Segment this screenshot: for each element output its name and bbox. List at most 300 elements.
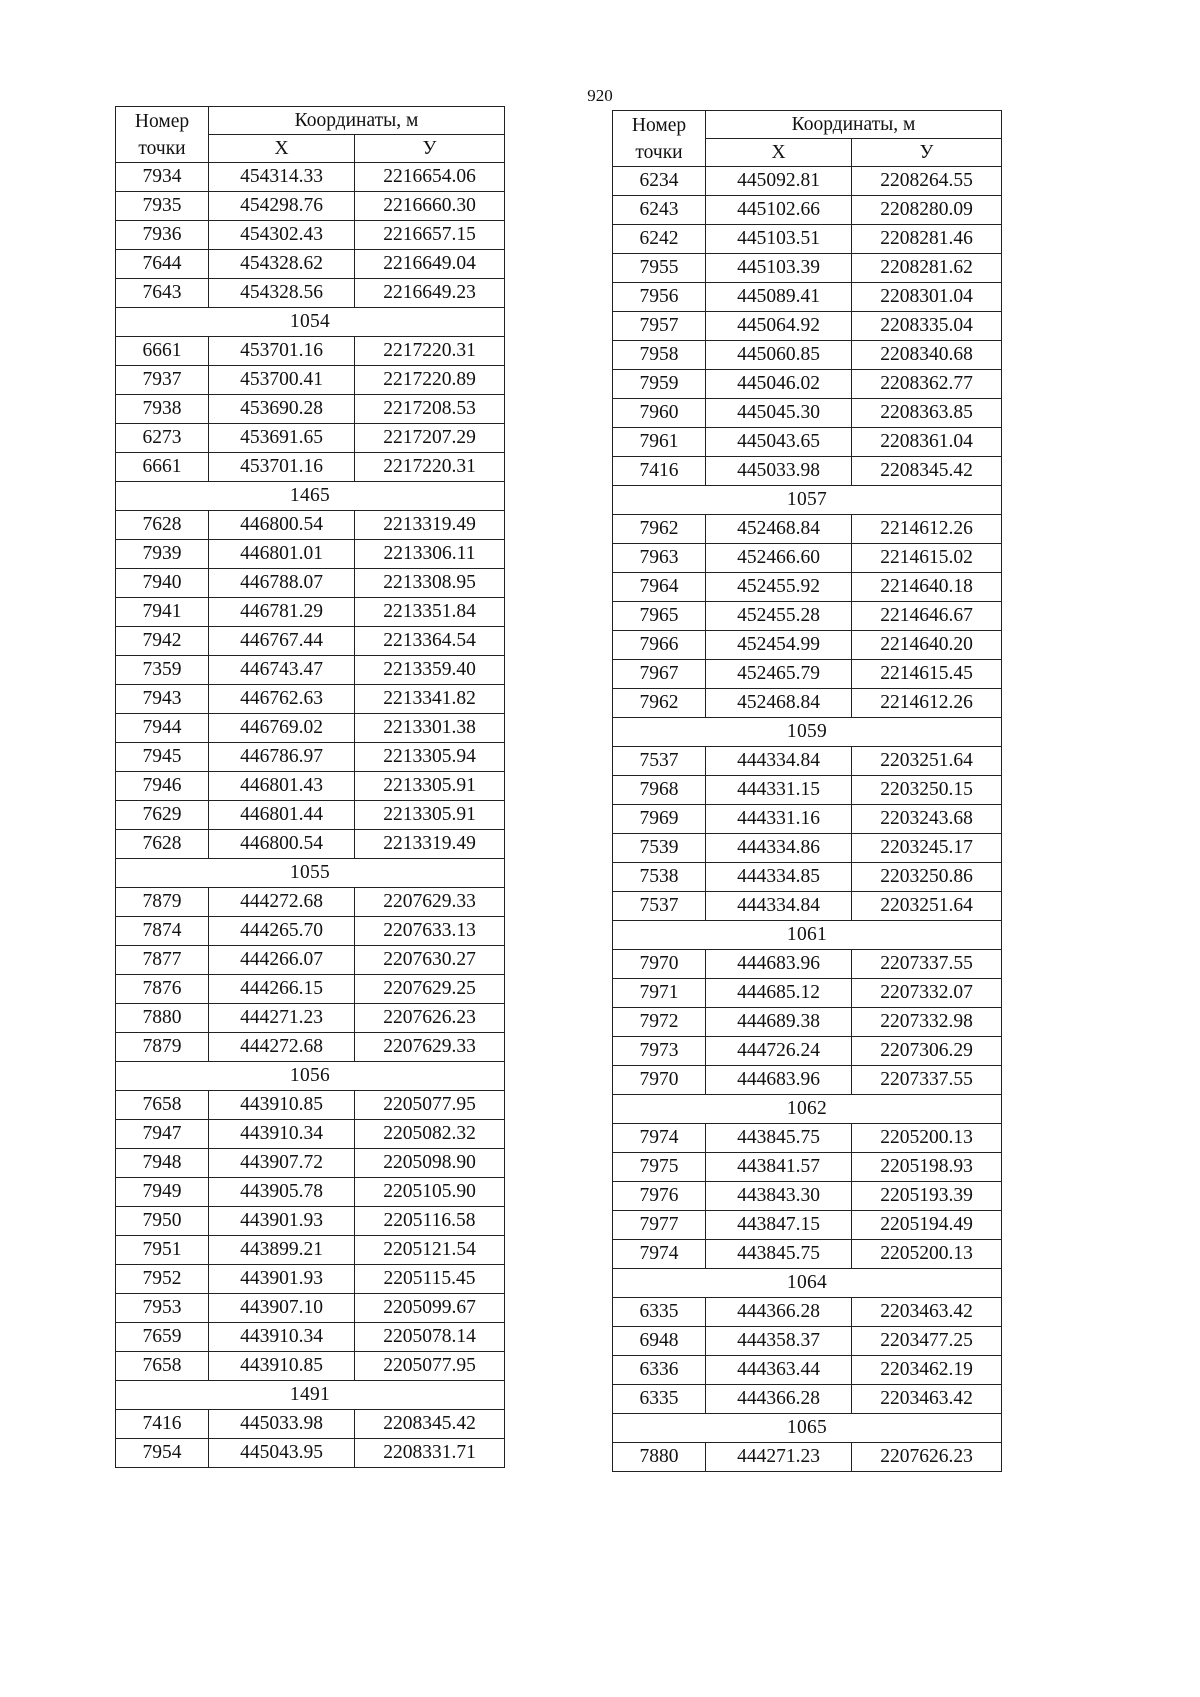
table-body [613, 167, 1002, 1472]
x-coordinate-cell: 443901.93 [209, 1265, 355, 1294]
point-number-cell: 7880 [116, 1004, 209, 1033]
section-row [613, 1269, 1002, 1298]
point-number-cell: 7628 [116, 830, 209, 859]
table-row [613, 1211, 1002, 1240]
x-coordinate-cell: 454314.33 [209, 163, 355, 192]
table-body [116, 163, 505, 1468]
x-coordinate-cell: 446801.01 [209, 540, 355, 569]
point-number-cell: 7943 [116, 685, 209, 714]
point-number-cell: 6335 [613, 1298, 706, 1327]
point-number-cell: 7970 [613, 950, 706, 979]
y-coordinate-cell: 2214612.26 [852, 515, 1002, 544]
table-row [116, 366, 505, 395]
y-coordinate-cell: 2214612.26 [852, 689, 1002, 718]
point-number-cell: 7969 [613, 805, 706, 834]
y-coordinate-cell: 2213305.91 [355, 801, 505, 830]
point-number-cell: 6661 [116, 453, 209, 482]
table-row [116, 946, 505, 975]
x-coordinate-cell: 443910.34 [209, 1120, 355, 1149]
y-coordinate-cell: 2217207.29 [355, 424, 505, 453]
point-number-cell: 7876 [116, 975, 209, 1004]
x-coordinate-cell: 454328.56 [209, 279, 355, 308]
table-row [613, 689, 1002, 718]
table-row [613, 805, 1002, 834]
x-coordinate-cell: 444272.68 [209, 888, 355, 917]
y-coordinate-cell: 2216657.15 [355, 221, 505, 250]
table-row [613, 225, 1002, 254]
table-row [116, 1410, 505, 1439]
y-coordinate-cell: 2207332.98 [852, 1008, 1002, 1037]
x-coordinate-cell: 444366.28 [706, 1298, 852, 1327]
x-coordinate-cell: 446800.54 [209, 830, 355, 859]
y-coordinate-cell: 2208281.46 [852, 225, 1002, 254]
x-coordinate-cell: 445092.81 [706, 167, 852, 196]
point-number-cell: 7628 [116, 511, 209, 540]
point-number-cell: 7950 [116, 1207, 209, 1236]
y-coordinate-cell: 2208361.04 [852, 428, 1002, 457]
table-row [116, 627, 505, 656]
x-coordinate-cell: 452466.60 [706, 544, 852, 573]
x-coordinate-cell: 446767.44 [209, 627, 355, 656]
point-number-cell: 7944 [116, 714, 209, 743]
point-number-cell: 7629 [116, 801, 209, 830]
point-number-cell: 7644 [116, 250, 209, 279]
x-coordinate-cell: 444726.24 [706, 1037, 852, 1066]
point-number-cell: 7962 [613, 515, 706, 544]
table-row [613, 1008, 1002, 1037]
point-number-cell: 7971 [613, 979, 706, 1008]
x-coordinate-cell: 453701.16 [209, 337, 355, 366]
x-coordinate-cell: 445043.65 [706, 428, 852, 457]
section-row [613, 1414, 1002, 1443]
point-number-cell: 6335 [613, 1385, 706, 1414]
x-coordinate-cell: 454298.76 [209, 192, 355, 221]
y-coordinate-cell: 2205105.90 [355, 1178, 505, 1207]
point-number-cell: 6661 [116, 337, 209, 366]
point-number-cell: 7940 [116, 569, 209, 598]
x-coordinate-cell: 443847.15 [706, 1211, 852, 1240]
point-number-cell: 7537 [613, 892, 706, 921]
y-coordinate-cell: 2214615.45 [852, 660, 1002, 689]
section-number: 1062 [613, 1095, 1002, 1124]
table-row [116, 1091, 505, 1120]
y-coordinate-cell: 2216660.30 [355, 192, 505, 221]
table-row [116, 279, 505, 308]
point-number-cell: 7962 [613, 689, 706, 718]
x-coordinate-cell: 444366.28 [706, 1385, 852, 1414]
y-coordinate-cell: 2207337.55 [852, 950, 1002, 979]
point-number-cell: 7416 [116, 1410, 209, 1439]
y-coordinate-cell: 2213308.95 [355, 569, 505, 598]
y-coordinate-cell: 2213341.82 [355, 685, 505, 714]
y-coordinate-cell: 2208264.55 [852, 167, 1002, 196]
point-number-cell: 7965 [613, 602, 706, 631]
table-row [116, 569, 505, 598]
y-coordinate-cell: 2205193.39 [852, 1182, 1002, 1211]
y-coordinate-cell: 2208340.68 [852, 341, 1002, 370]
x-coordinate-cell: 444266.07 [209, 946, 355, 975]
point-number-cell: 7937 [116, 366, 209, 395]
table-row [613, 631, 1002, 660]
y-coordinate-cell: 2213301.38 [355, 714, 505, 743]
table-row [613, 602, 1002, 631]
y-coordinate-cell: 2214640.18 [852, 573, 1002, 602]
x-coordinate-cell: 446762.63 [209, 685, 355, 714]
x-coordinate-cell: 444689.38 [706, 1008, 852, 1037]
table-row [116, 1004, 505, 1033]
point-number-cell: 6948 [613, 1327, 706, 1356]
coordinates-table-left [115, 106, 505, 1468]
y-coordinate-cell: 2207626.23 [852, 1443, 1002, 1472]
y-coordinate-cell: 2203463.42 [852, 1385, 1002, 1414]
x-coordinate-cell: 452455.28 [706, 602, 852, 631]
point-number-cell: 7960 [613, 399, 706, 428]
point-number-cell: 7974 [613, 1124, 706, 1153]
y-coordinate-cell: 2207332.07 [852, 979, 1002, 1008]
point-number-cell: 6234 [613, 167, 706, 196]
table-row [116, 424, 505, 453]
y-coordinate-cell: 2203477.25 [852, 1327, 1002, 1356]
point-number-cell: 7946 [116, 772, 209, 801]
y-coordinate-cell: 2208363.85 [852, 399, 1002, 428]
x-coordinate-cell: 453690.28 [209, 395, 355, 424]
y-coordinate-cell: 2208345.42 [852, 457, 1002, 486]
x-header: X [209, 135, 355, 163]
x-coordinate-cell: 443899.21 [209, 1236, 355, 1265]
x-coordinate-cell: 444271.23 [209, 1004, 355, 1033]
y-coordinate-cell: 2213305.91 [355, 772, 505, 801]
table-row [613, 283, 1002, 312]
section-number: 1055 [116, 859, 505, 888]
section-row [116, 1381, 505, 1410]
point-number-cell: 7658 [116, 1091, 209, 1120]
point-number-cell: 7977 [613, 1211, 706, 1240]
y-coordinate-cell: 2214615.02 [852, 544, 1002, 573]
point-number-cell: 7949 [116, 1178, 209, 1207]
table-row [613, 1298, 1002, 1327]
table-row [116, 830, 505, 859]
table-row [116, 511, 505, 540]
point-number-cell: 7877 [116, 946, 209, 975]
y-header: У [355, 135, 505, 163]
table-row [116, 1120, 505, 1149]
x-coordinate-cell: 443907.10 [209, 1294, 355, 1323]
y-coordinate-cell: 2217208.53 [355, 395, 505, 424]
table-row [613, 544, 1002, 573]
y-coordinate-cell: 2205200.13 [852, 1124, 1002, 1153]
table-row [116, 1352, 505, 1381]
table-row [116, 975, 505, 1004]
y-coordinate-cell: 2208280.09 [852, 196, 1002, 225]
y-coordinate-cell: 2205099.67 [355, 1294, 505, 1323]
table-row [116, 685, 505, 714]
x-coordinate-cell: 445043.95 [209, 1439, 355, 1468]
point-number-cell: 7659 [116, 1323, 209, 1352]
x-coordinate-cell: 443907.72 [209, 1149, 355, 1178]
x-coordinate-cell: 444334.85 [706, 863, 852, 892]
section-number: 1491 [116, 1381, 505, 1410]
y-coordinate-cell: 2207306.29 [852, 1037, 1002, 1066]
table-row [116, 1207, 505, 1236]
x-coordinate-cell: 444266.15 [209, 975, 355, 1004]
x-coordinate-cell: 454328.62 [209, 250, 355, 279]
point-number-cell: 7956 [613, 283, 706, 312]
point-number-cell: 7953 [116, 1294, 209, 1323]
table-row [613, 1066, 1002, 1095]
point-number-cell: 7879 [116, 1033, 209, 1062]
y-coordinate-cell: 2207630.27 [355, 946, 505, 975]
section-row [613, 486, 1002, 515]
point-number-header: Номер точки [613, 111, 706, 167]
table-row [116, 714, 505, 743]
table-row [613, 950, 1002, 979]
coordinates-header: Координаты, м [706, 111, 1002, 139]
table-row [613, 979, 1002, 1008]
x-coordinate-cell: 445033.98 [706, 457, 852, 486]
y-coordinate-cell: 2207629.33 [355, 888, 505, 917]
table-row [613, 457, 1002, 486]
point-number-cell: 7874 [116, 917, 209, 946]
x-coordinate-cell: 445033.98 [209, 1410, 355, 1439]
y-coordinate-cell: 2208281.62 [852, 254, 1002, 283]
section-number: 1061 [613, 921, 1002, 950]
table-row [613, 428, 1002, 457]
table-row [613, 341, 1002, 370]
section-number: 1065 [613, 1414, 1002, 1443]
table-row [116, 1033, 505, 1062]
point-number-cell: 7945 [116, 743, 209, 772]
y-coordinate-cell: 2213359.40 [355, 656, 505, 685]
table-row [116, 163, 505, 192]
x-coordinate-cell: 443841.57 [706, 1153, 852, 1182]
y-coordinate-cell: 2203250.15 [852, 776, 1002, 805]
table-row [613, 254, 1002, 283]
x-coordinate-cell: 443843.30 [706, 1182, 852, 1211]
point-number-cell: 7538 [613, 863, 706, 892]
table-row [116, 1149, 505, 1178]
y-coordinate-cell: 2208362.77 [852, 370, 1002, 399]
y-header: У [852, 139, 1002, 167]
x-coordinate-cell: 453691.65 [209, 424, 355, 453]
x-coordinate-cell: 446801.44 [209, 801, 355, 830]
y-coordinate-cell: 2208301.04 [852, 283, 1002, 312]
section-row [116, 859, 505, 888]
section-row [613, 921, 1002, 950]
x-coordinate-cell: 452455.92 [706, 573, 852, 602]
y-coordinate-cell: 2203463.42 [852, 1298, 1002, 1327]
point-number-cell: 7880 [613, 1443, 706, 1472]
point-number-cell: 7942 [116, 627, 209, 656]
point-number-cell: 7967 [613, 660, 706, 689]
section-row [116, 308, 505, 337]
y-coordinate-cell: 2214640.20 [852, 631, 1002, 660]
y-coordinate-cell: 2205198.93 [852, 1153, 1002, 1182]
x-coordinate-cell: 452468.84 [706, 515, 852, 544]
x-coordinate-cell: 445064.92 [706, 312, 852, 341]
y-coordinate-cell: 2203243.68 [852, 805, 1002, 834]
y-coordinate-cell: 2205116.58 [355, 1207, 505, 1236]
table-row [613, 776, 1002, 805]
y-coordinate-cell: 2216649.04 [355, 250, 505, 279]
y-coordinate-cell: 2203245.17 [852, 834, 1002, 863]
table-row [613, 1124, 1002, 1153]
x-coordinate-cell: 444334.84 [706, 892, 852, 921]
x-coordinate-cell: 444334.84 [706, 747, 852, 776]
x-coordinate-cell: 446743.47 [209, 656, 355, 685]
point-number-cell: 7968 [613, 776, 706, 805]
table-row [116, 250, 505, 279]
x-coordinate-cell: 446801.43 [209, 772, 355, 801]
point-number-cell: 7934 [116, 163, 209, 192]
x-coordinate-cell: 444683.96 [706, 1066, 852, 1095]
x-coordinate-cell: 445046.02 [706, 370, 852, 399]
y-coordinate-cell: 2208331.71 [355, 1439, 505, 1468]
y-coordinate-cell: 2203250.86 [852, 863, 1002, 892]
x-coordinate-cell: 444331.15 [706, 776, 852, 805]
point-number-cell: 6273 [116, 424, 209, 453]
point-number-cell: 7935 [116, 192, 209, 221]
x-coordinate-cell: 444358.37 [706, 1327, 852, 1356]
y-coordinate-cell: 2213306.11 [355, 540, 505, 569]
point-number-cell: 7957 [613, 312, 706, 341]
x-coordinate-cell: 444265.70 [209, 917, 355, 946]
section-row [613, 718, 1002, 747]
point-number-cell: 7936 [116, 221, 209, 250]
table-row [116, 598, 505, 627]
y-coordinate-cell: 2217220.31 [355, 453, 505, 482]
table-row [116, 1265, 505, 1294]
y-coordinate-cell: 2213364.54 [355, 627, 505, 656]
table-row [116, 337, 505, 366]
table-row [613, 399, 1002, 428]
table-row [613, 834, 1002, 863]
point-number-cell: 7955 [613, 254, 706, 283]
x-coordinate-cell: 446788.07 [209, 569, 355, 598]
y-coordinate-cell: 2207629.25 [355, 975, 505, 1004]
x-coordinate-cell: 444685.12 [706, 979, 852, 1008]
section-number: 1064 [613, 1269, 1002, 1298]
point-number-cell: 7959 [613, 370, 706, 399]
x-coordinate-cell: 443910.34 [209, 1323, 355, 1352]
y-coordinate-cell: 2205200.13 [852, 1240, 1002, 1269]
x-coordinate-cell: 446800.54 [209, 511, 355, 540]
page-number: 920 [587, 86, 613, 105]
table-row [613, 1385, 1002, 1414]
y-coordinate-cell: 2213319.49 [355, 830, 505, 859]
point-number-cell: 7954 [116, 1439, 209, 1468]
table-row [613, 167, 1002, 196]
table-row [613, 1356, 1002, 1385]
x-coordinate-cell: 444271.23 [706, 1443, 852, 1472]
x-coordinate-cell: 452468.84 [706, 689, 852, 718]
table-row [613, 573, 1002, 602]
y-coordinate-cell: 2205115.45 [355, 1265, 505, 1294]
section-row [116, 482, 505, 511]
y-coordinate-cell: 2217220.31 [355, 337, 505, 366]
point-number-cell: 7537 [613, 747, 706, 776]
point-number-cell: 7961 [613, 428, 706, 457]
point-number-cell: 7958 [613, 341, 706, 370]
section-number: 1059 [613, 718, 1002, 747]
table-row [116, 453, 505, 482]
y-coordinate-cell: 2203462.19 [852, 1356, 1002, 1385]
table-row [116, 221, 505, 250]
y-coordinate-cell: 2203251.64 [852, 747, 1002, 776]
x-coordinate-cell: 444334.86 [706, 834, 852, 863]
table-row [613, 892, 1002, 921]
point-number-cell: 7948 [116, 1149, 209, 1178]
x-coordinate-cell: 453700.41 [209, 366, 355, 395]
x-coordinate-cell: 443845.75 [706, 1124, 852, 1153]
y-coordinate-cell: 2205098.90 [355, 1149, 505, 1178]
y-coordinate-cell: 2205077.95 [355, 1352, 505, 1381]
x-coordinate-cell: 454302.43 [209, 221, 355, 250]
point-number-cell: 6336 [613, 1356, 706, 1385]
table-row [613, 1182, 1002, 1211]
y-coordinate-cell: 2208345.42 [355, 1410, 505, 1439]
section-row [613, 1095, 1002, 1124]
table-row [116, 772, 505, 801]
x-coordinate-cell: 452454.99 [706, 631, 852, 660]
x-coordinate-cell: 446769.02 [209, 714, 355, 743]
y-coordinate-cell: 2213319.49 [355, 511, 505, 540]
table-row [613, 1327, 1002, 1356]
table-row [116, 1294, 505, 1323]
x-coordinate-cell: 444331.16 [706, 805, 852, 834]
section-number: 1465 [116, 482, 505, 511]
point-number-cell: 7643 [116, 279, 209, 308]
y-coordinate-cell: 2213305.94 [355, 743, 505, 772]
point-number-header: Номер точки [116, 107, 209, 163]
y-coordinate-cell: 2207626.23 [355, 1004, 505, 1033]
table-row [613, 863, 1002, 892]
x-coordinate-cell: 443905.78 [209, 1178, 355, 1207]
section-number: 1056 [116, 1062, 505, 1091]
y-coordinate-cell: 2217220.89 [355, 366, 505, 395]
x-coordinate-cell: 445102.66 [706, 196, 852, 225]
table-row [116, 801, 505, 830]
point-number-cell: 7939 [116, 540, 209, 569]
table-row [613, 370, 1002, 399]
point-number-cell: 7539 [613, 834, 706, 863]
x-coordinate-cell: 443845.75 [706, 1240, 852, 1269]
table-row [116, 888, 505, 917]
point-number-cell: 7952 [116, 1265, 209, 1294]
section-number: 1057 [613, 486, 1002, 515]
x-coordinate-cell: 445103.39 [706, 254, 852, 283]
point-number-cell: 7359 [116, 656, 209, 685]
x-coordinate-cell: 444363.44 [706, 1356, 852, 1385]
table-row [613, 660, 1002, 689]
x-coordinate-cell: 453701.16 [209, 453, 355, 482]
x-coordinate-cell: 444683.96 [706, 950, 852, 979]
table-row [116, 540, 505, 569]
x-coordinate-cell: 445045.30 [706, 399, 852, 428]
x-coordinate-cell: 443910.85 [209, 1352, 355, 1381]
coordinates-header: Координаты, м [209, 107, 505, 135]
point-number-cell: 7976 [613, 1182, 706, 1211]
point-number-cell: 7964 [613, 573, 706, 602]
table-row [613, 1240, 1002, 1269]
x-coordinate-cell: 446786.97 [209, 743, 355, 772]
y-coordinate-cell: 2216649.23 [355, 279, 505, 308]
table-row [613, 1443, 1002, 1472]
y-coordinate-cell: 2205078.14 [355, 1323, 505, 1352]
y-coordinate-cell: 2207629.33 [355, 1033, 505, 1062]
y-coordinate-cell: 2205077.95 [355, 1091, 505, 1120]
y-coordinate-cell: 2216654.06 [355, 163, 505, 192]
point-number-cell: 7963 [613, 544, 706, 573]
